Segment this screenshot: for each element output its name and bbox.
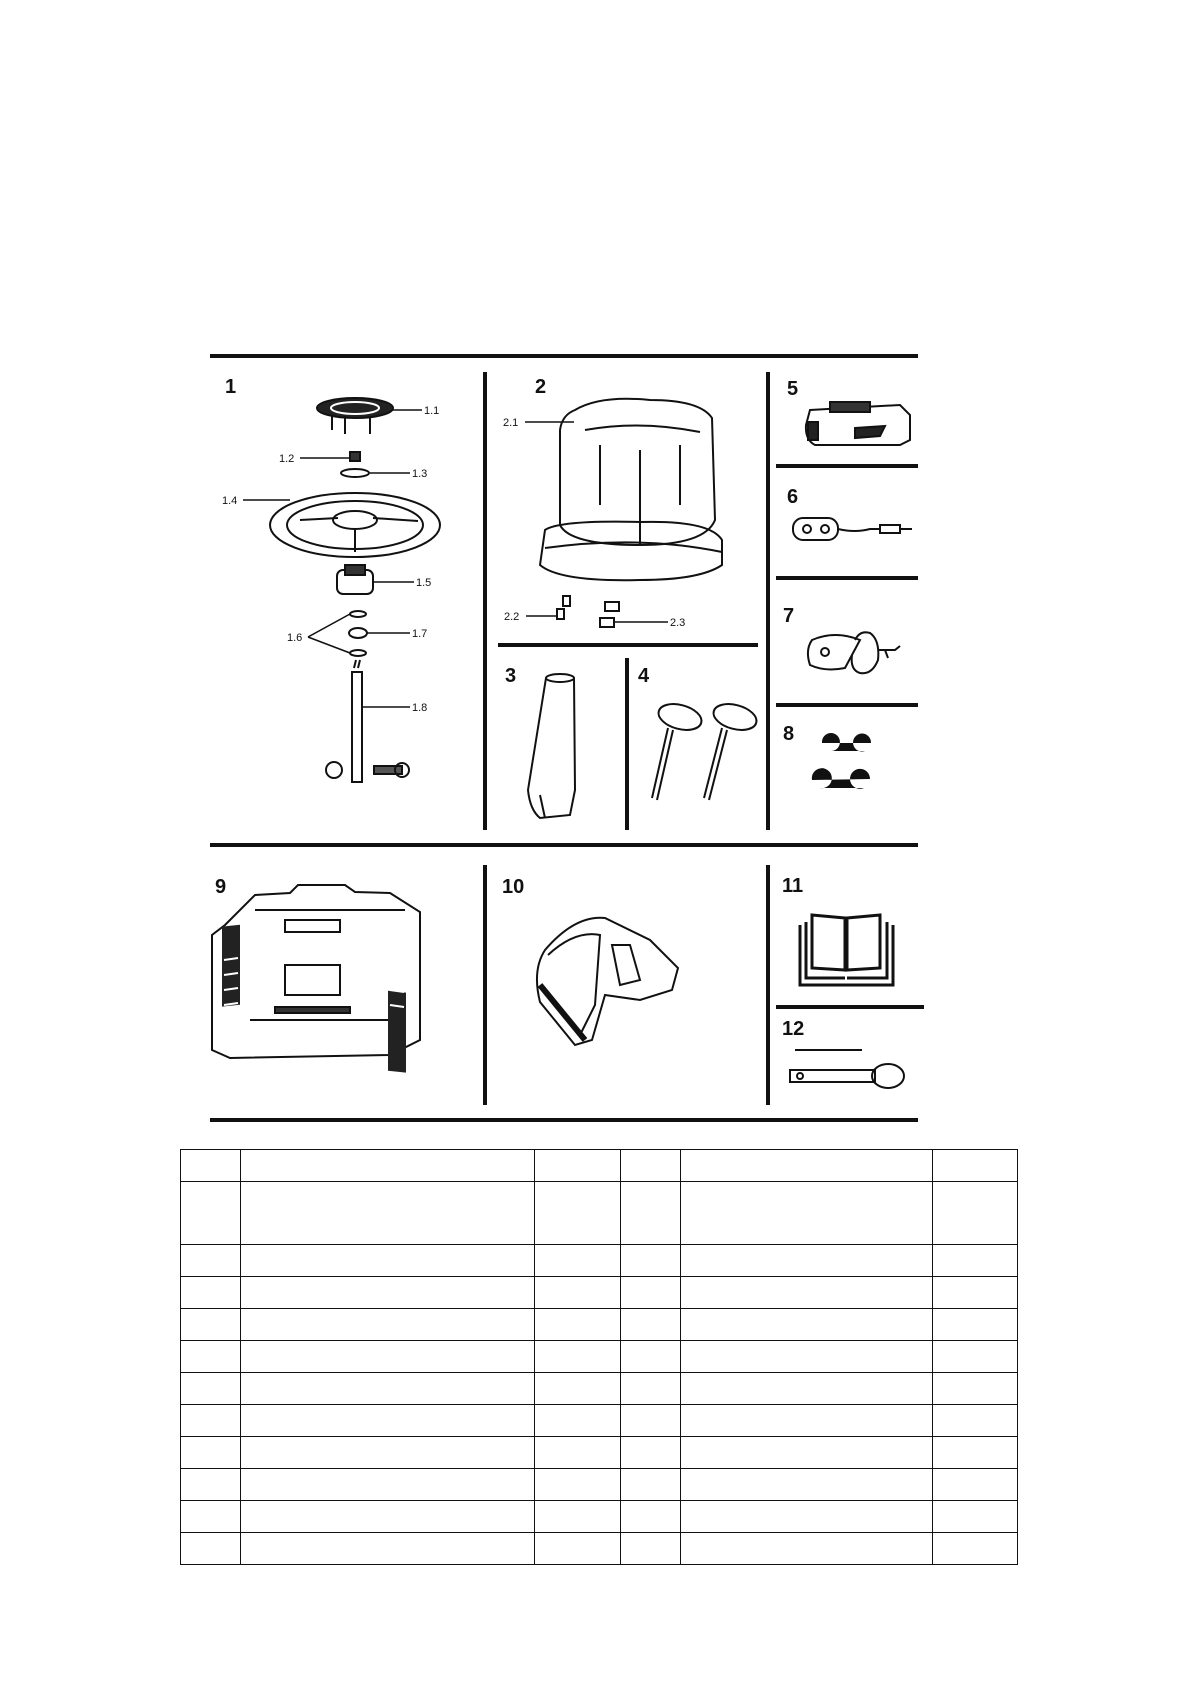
table-cell (621, 1341, 681, 1373)
table-cell (681, 1277, 933, 1309)
item-number: 6 (787, 486, 799, 508)
table-cell (535, 1182, 621, 1245)
table-cell (621, 1501, 681, 1533)
table-cell (181, 1182, 241, 1245)
table-cell (241, 1437, 535, 1469)
table-cell (241, 1373, 535, 1405)
table-cell (241, 1533, 535, 1565)
table-cell (181, 1501, 241, 1533)
table-cell (933, 1533, 1018, 1565)
table-cell (933, 1309, 1018, 1341)
table-row (181, 1182, 1018, 1245)
part-label: 1.3 (412, 468, 428, 480)
table-row (181, 1437, 1018, 1469)
table-cell (535, 1150, 621, 1182)
table-cell (181, 1533, 241, 1565)
table-cell (681, 1309, 933, 1341)
item-number: 7 (783, 605, 795, 627)
table-cell (681, 1373, 933, 1405)
table-cell (241, 1277, 535, 1309)
table-cell (181, 1405, 241, 1437)
table-cell (535, 1245, 621, 1277)
item-number: 12 (782, 1018, 805, 1040)
table-cell (933, 1182, 1018, 1245)
table-cell (933, 1405, 1018, 1437)
item-number: 1 (225, 376, 237, 398)
table-cell (621, 1405, 681, 1437)
table-cell (241, 1341, 535, 1373)
part-label: 1.6 (287, 632, 303, 644)
item-number: 8 (783, 723, 795, 745)
table-cell (681, 1405, 933, 1437)
table-cell (241, 1309, 535, 1341)
table-cell (933, 1437, 1018, 1469)
table-cell (933, 1245, 1018, 1277)
table-cell (241, 1501, 535, 1533)
item-10-seat-base (502, 876, 678, 1045)
part-label: 1.5 (416, 577, 432, 589)
table-cell (181, 1245, 241, 1277)
table-row (181, 1469, 1018, 1501)
table-cell (621, 1437, 681, 1469)
item-5-battery (787, 378, 910, 445)
part-label: 2.1 (503, 417, 519, 429)
table-row (181, 1405, 1018, 1437)
table-cell (933, 1469, 1018, 1501)
item-11-manual (782, 875, 893, 985)
table-cell (681, 1469, 933, 1501)
table-row (181, 1533, 1018, 1565)
table-cell (933, 1341, 1018, 1373)
table-cell (181, 1309, 241, 1341)
item-12-key-pin (782, 1018, 904, 1088)
table-row (181, 1501, 1018, 1533)
part-label: 2.3 (670, 617, 686, 629)
table-cell (681, 1533, 933, 1565)
part-label: 1.2 (279, 453, 295, 465)
part-label: 1.4 (222, 495, 238, 507)
table-cell (181, 1150, 241, 1182)
item-7-ignition-switch (783, 605, 900, 673)
table-cell (241, 1150, 535, 1182)
table-cell (933, 1501, 1018, 1533)
table-cell (681, 1341, 933, 1373)
item-4-mirrors (638, 665, 759, 800)
table-row (181, 1277, 1018, 1309)
table-cell (621, 1182, 681, 1245)
table-cell (181, 1341, 241, 1373)
part-label: 1.7 (412, 628, 428, 640)
table-cell (621, 1277, 681, 1309)
item-number: 3 (505, 665, 517, 687)
table-cell (241, 1405, 535, 1437)
table-row (181, 1309, 1018, 1341)
table-cell (681, 1245, 933, 1277)
item-8-wrenches (783, 723, 871, 789)
item-1-steering-wheel (222, 376, 440, 782)
part-label: 2.2 (504, 611, 520, 623)
table-cell (535, 1309, 621, 1341)
panel-frame-lines (210, 356, 924, 1120)
item-number: 5 (787, 378, 799, 400)
item-number: 9 (215, 876, 227, 898)
table-cell (621, 1245, 681, 1277)
table-cell (681, 1182, 933, 1245)
table-row (181, 1341, 1018, 1373)
table-cell (681, 1501, 933, 1533)
item-number: 11 (782, 875, 804, 897)
table-cell (621, 1469, 681, 1501)
item-2-seat (503, 376, 722, 629)
item-number: 10 (502, 876, 525, 898)
table-row (181, 1373, 1018, 1405)
table-cell (681, 1437, 933, 1469)
table-cell (535, 1405, 621, 1437)
table-cell (241, 1245, 535, 1277)
parts-table (180, 1149, 1018, 1565)
table-cell (181, 1277, 241, 1309)
table-cell (181, 1437, 241, 1469)
table-cell (933, 1373, 1018, 1405)
table-cell (621, 1309, 681, 1341)
table-row (181, 1245, 1018, 1277)
table-cell (535, 1341, 621, 1373)
table-cell (535, 1373, 621, 1405)
table-cell (535, 1437, 621, 1469)
table-cell (681, 1150, 933, 1182)
table-cell (933, 1277, 1018, 1309)
item-3-column-cover (505, 665, 575, 818)
item-number: 2 (535, 376, 547, 398)
part-label: 1.8 (412, 702, 428, 714)
table-cell (535, 1469, 621, 1501)
table-cell (621, 1150, 681, 1182)
table-cell (241, 1469, 535, 1501)
table-cell (933, 1150, 1018, 1182)
item-9-body-cover (212, 876, 420, 1073)
table-row (181, 1150, 1018, 1182)
table-cell (535, 1533, 621, 1565)
table-cell (181, 1469, 241, 1501)
table-cell (621, 1533, 681, 1565)
table-cell (241, 1182, 535, 1245)
item-number: 4 (638, 665, 650, 687)
part-label: 1.1 (424, 405, 440, 417)
table-cell (535, 1501, 621, 1533)
table-cell (535, 1277, 621, 1309)
table-cell (181, 1373, 241, 1405)
table-cell (621, 1373, 681, 1405)
item-6-charger (787, 486, 912, 540)
